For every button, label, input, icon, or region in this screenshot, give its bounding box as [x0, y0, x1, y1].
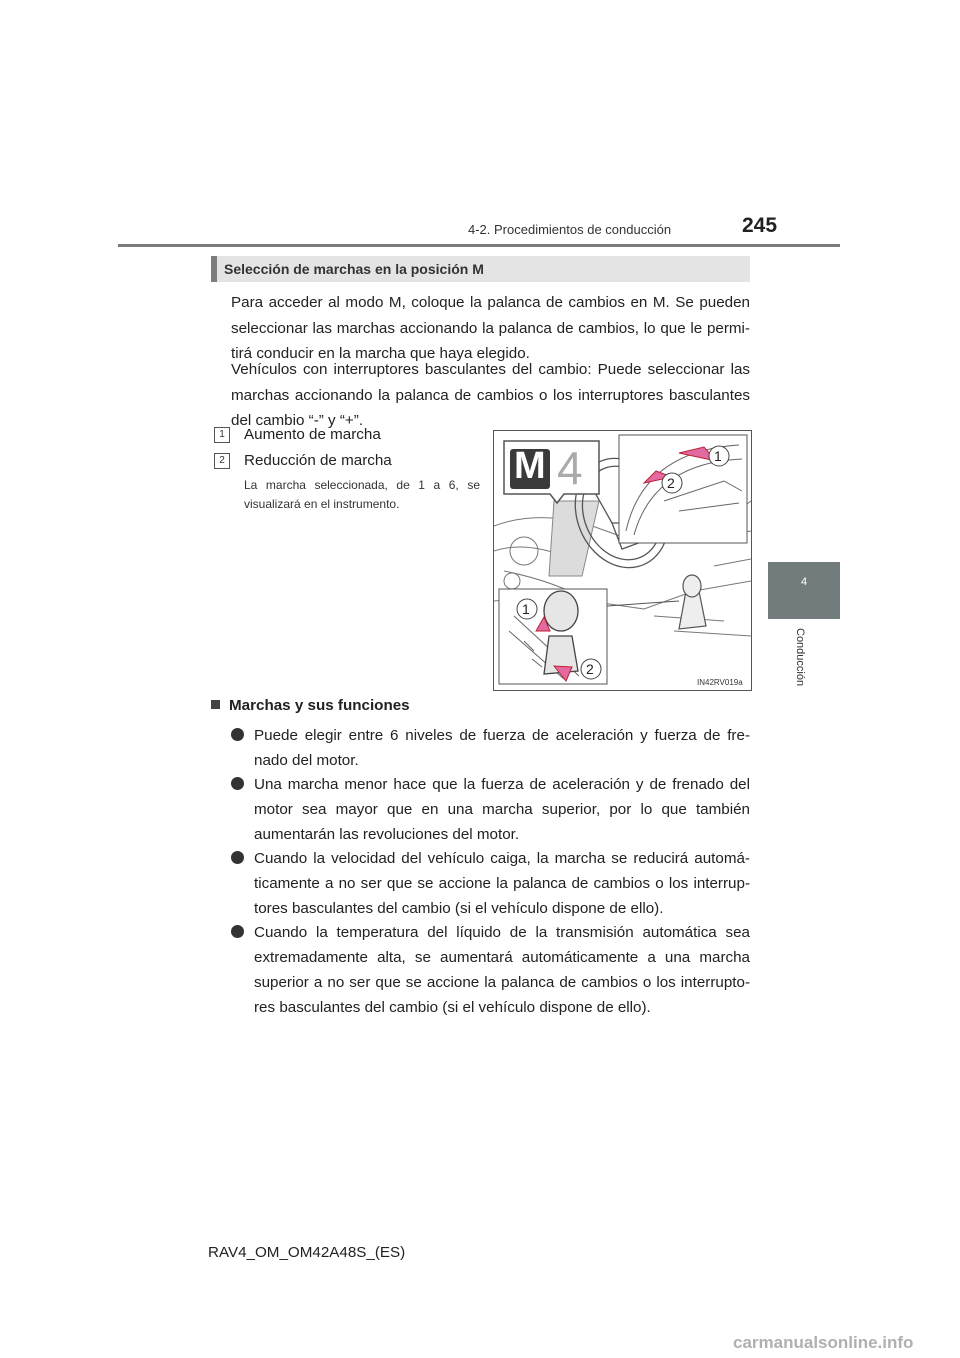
bullet-icon	[231, 851, 244, 864]
bullet-icon	[231, 728, 244, 741]
chapter-tab-label: Conducción	[794, 628, 806, 687]
square-bullet-icon	[211, 700, 220, 709]
callout-upshift: 1	[714, 448, 722, 464]
bullet-text: Cuando la temperatura del líquido de la transmisión automática sea extremadamente alta, se aumentará automáticamente a una marcha superior a no ser que se accione la palanca de cambios o los interrupto- res basculantes del cambio (si el vehículo dispone de ello).	[254, 924, 750, 1016]
chapter-tab	[768, 562, 840, 619]
chapter-tab-number: 4	[800, 576, 808, 588]
bullet-text: Una marcha menor hace que la fuerza de aceleración y de frenado del motor sea mayor que en una marcha superior, por lo que también aumentarán las revoluciones del motor.	[254, 776, 750, 843]
list-item	[231, 846, 750, 921]
gear-indicator-m: M	[514, 445, 546, 487]
gear-indicator-number: 4	[557, 442, 583, 494]
callout-downshift: 2	[586, 661, 594, 677]
bullet-icon	[231, 777, 244, 790]
page-number: 245	[742, 214, 778, 237]
paragraph-m-mode: Para acceder al modo M, coloque la palanca de cambios en M. Se pueden seleccionar las marchas accionando la palanca de cambios, lo que le permi- tirá conducir en la marcha que haya elegido.	[231, 294, 750, 362]
gear-display-note: La marcha seleccionada, de 1 a 6, se visualizará en el instrumento.	[244, 478, 480, 511]
item-number-badge: 2	[214, 453, 230, 469]
bullet-text: Cuando la velocidad del vehículo caiga, la marcha se reducirá automá- ticamente a no ser que se accione la palanca de cambios o los interrup- tores basculantes del cambio (si el vehículo dispone de ello).	[254, 850, 750, 917]
list-item	[231, 772, 750, 847]
item-label-upshift: Aumento de marcha	[244, 426, 381, 443]
section-heading: Selección de marchas en la posición M	[224, 261, 484, 277]
item-number-badge: 1	[214, 427, 230, 443]
subsection-title: Marchas y sus funciones	[229, 697, 410, 714]
list-item	[231, 723, 750, 773]
figure-code: IN42RV019a	[697, 678, 743, 687]
bullet-icon	[231, 925, 244, 938]
paragraph-paddle-shifters: Vehículos con interruptores basculantes del cambio: Puede seleccionar las marchas accionando la palanca de cambios o los interruptores basculantes del cambio “-” y “+”.	[231, 361, 750, 429]
header-divider	[118, 244, 840, 247]
subsection-heading	[211, 697, 410, 714]
callout-downshift: 2	[667, 475, 675, 491]
document-code: RAV4_OM_OM42A48S_(ES)	[208, 1244, 406, 1261]
header-section-title: 4-2. Procedimientos de conducción	[468, 222, 672, 237]
item-label-downshift: Reducción de marcha	[244, 452, 392, 469]
list-item	[231, 920, 750, 1020]
callout-upshift: 1	[522, 601, 530, 617]
shift-lever-illustration	[493, 430, 752, 691]
watermark: carmanualsonline.info	[733, 1333, 914, 1352]
bullet-text: Puede elegir entre 6 niveles de fuerza de aceleración y fuerza de fre- nado del motor.	[254, 727, 750, 769]
